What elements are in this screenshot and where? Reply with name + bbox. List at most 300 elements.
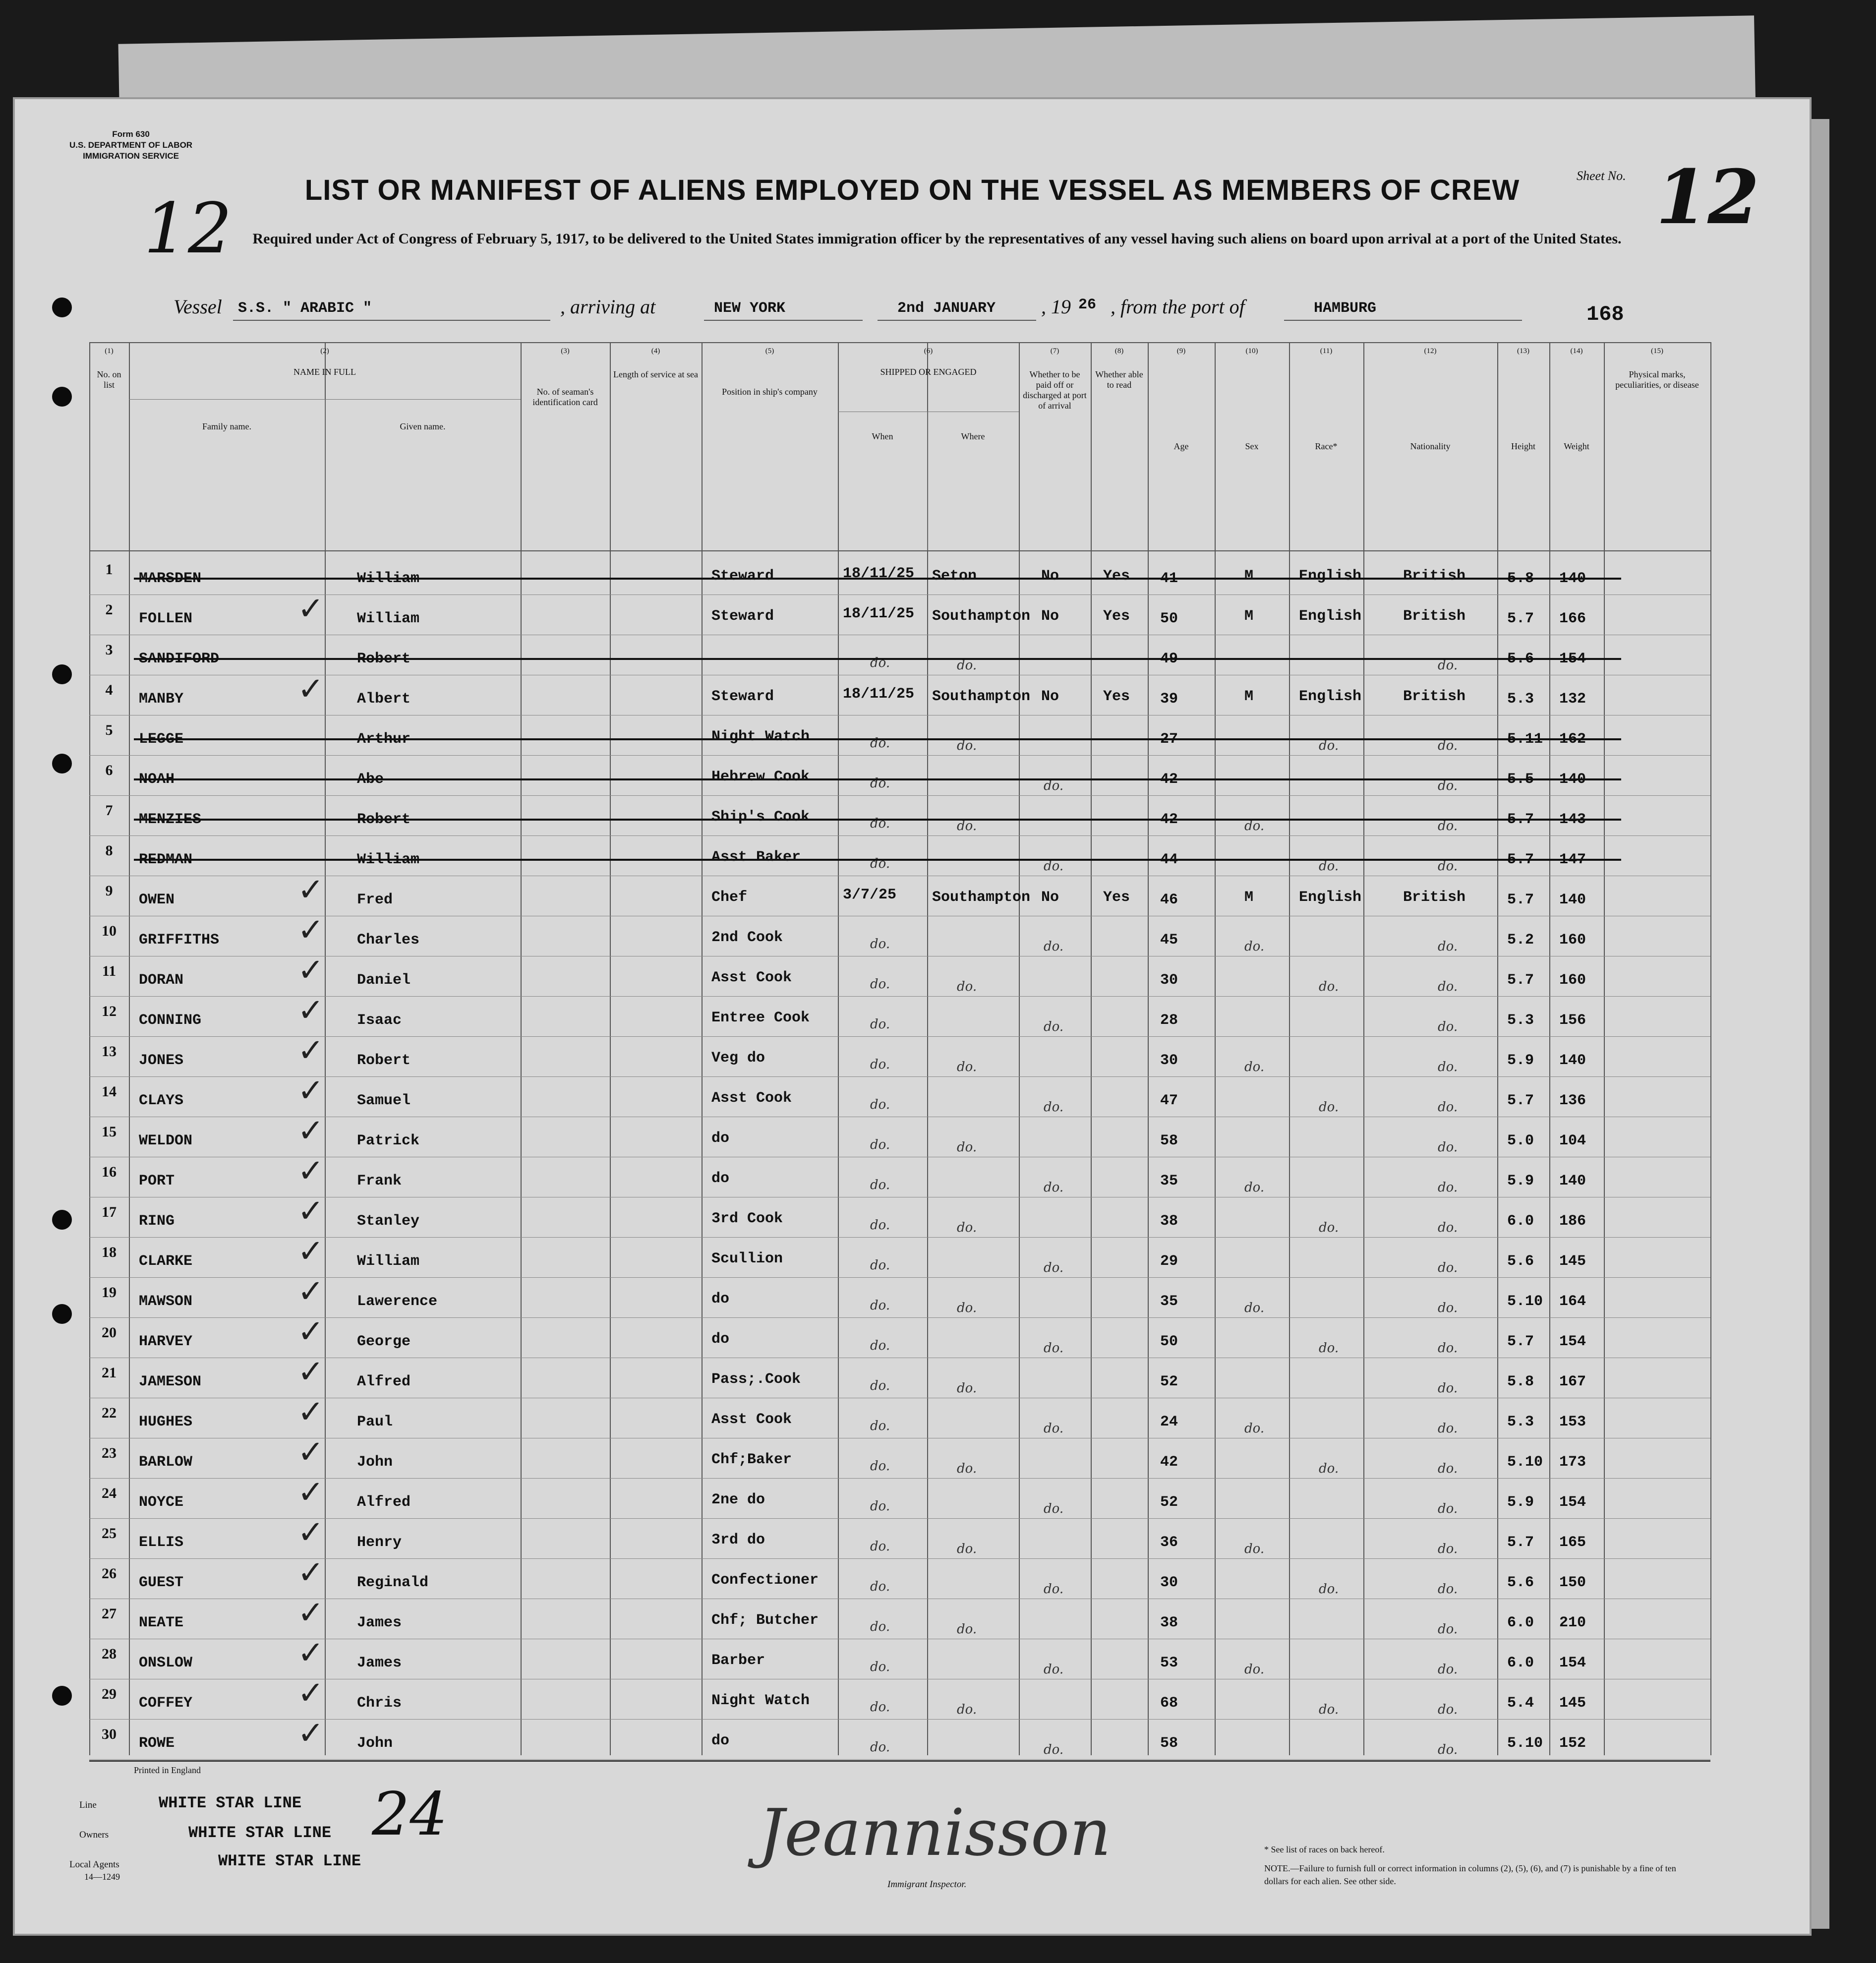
- table-row-line: [89, 996, 1710, 997]
- ditto-mark: do.: [1438, 1381, 1458, 1396]
- check-mark: ✓: [297, 591, 324, 627]
- ditto-mark: do.: [870, 776, 890, 791]
- height: 5.7: [1507, 1092, 1534, 1109]
- given-name: James: [357, 1614, 402, 1631]
- left-handwritten-mark: 12: [144, 188, 233, 269]
- height: 5.11: [1507, 731, 1543, 748]
- position: 3rd do: [711, 1532, 765, 1548]
- column-line: [1604, 342, 1605, 1755]
- ditto-mark: do.: [1438, 1100, 1458, 1115]
- family-name: RING: [139, 1213, 175, 1230]
- given-name: James: [357, 1655, 402, 1671]
- weight: 136: [1559, 1092, 1586, 1109]
- ditto-mark: do.: [870, 1459, 890, 1474]
- given-name: Henry: [357, 1534, 402, 1551]
- ditto-mark: do.: [1319, 979, 1339, 994]
- height: 5.7: [1507, 610, 1534, 627]
- weight: 104: [1559, 1132, 1586, 1149]
- punch-hole: [52, 1210, 72, 1230]
- service-name: IMMIGRATION SERVICE: [83, 151, 179, 161]
- strike-line: [134, 819, 1621, 821]
- ditto-mark: do.: [870, 937, 890, 952]
- owners-label: Owners: [79, 1830, 109, 1840]
- ditto-mark: do.: [870, 1097, 890, 1112]
- column-number: (10): [1245, 347, 1258, 355]
- column-line: [1215, 342, 1216, 1755]
- ditto-mark: do.: [957, 658, 977, 673]
- check-mark: ✓: [297, 952, 324, 989]
- row-number: 20: [102, 1324, 117, 1341]
- table-row-line: [89, 755, 1710, 756]
- ditto-mark: do.: [1438, 1301, 1458, 1315]
- nationality: British: [1403, 889, 1466, 906]
- column-number: (15): [1651, 347, 1663, 355]
- ditto-mark: do.: [870, 1660, 890, 1674]
- height: 5.8: [1507, 1373, 1534, 1390]
- weight: 154: [1559, 1655, 1586, 1671]
- height: 5.6: [1507, 1253, 1534, 1270]
- ditto-mark: do.: [1044, 939, 1064, 954]
- ditto-mark: do.: [1244, 1060, 1265, 1074]
- given-name: Abe: [357, 771, 384, 788]
- row-number: 2: [105, 601, 113, 618]
- weight: 147: [1559, 851, 1586, 868]
- check-mark: ✓: [297, 1635, 324, 1671]
- weight: 154: [1559, 1494, 1586, 1511]
- given-name: Daniel: [357, 972, 411, 989]
- row-number: 11: [102, 963, 117, 979]
- check-mark: ✓: [297, 912, 324, 949]
- age: 52: [1160, 1494, 1178, 1511]
- row-number: 10: [102, 923, 117, 939]
- row-number: 3: [105, 642, 113, 658]
- age: 35: [1160, 1173, 1178, 1190]
- table-row-line: [89, 835, 1710, 836]
- age: 39: [1160, 691, 1178, 708]
- height: 5.3: [1507, 691, 1534, 708]
- age: 44: [1160, 851, 1178, 868]
- arrival-year: 26: [1078, 297, 1097, 313]
- printed-in: Printed in England: [134, 1765, 201, 1775]
- where-header: Where: [961, 431, 985, 441]
- arrival-date: 2nd JANUARY: [897, 300, 996, 317]
- check-mark: ✓: [297, 1354, 324, 1390]
- position: Hebrew Cook: [711, 769, 810, 785]
- age: 36: [1160, 1534, 1178, 1551]
- position: Confectioner: [711, 1572, 819, 1589]
- column-header: Physical marks, peculiarities, or disease: [1615, 369, 1699, 390]
- check-mark: ✓: [297, 1715, 324, 1752]
- weight: 145: [1559, 1253, 1586, 1270]
- table-row-line: [89, 1076, 1710, 1077]
- ditto-mark: do.: [957, 1220, 977, 1235]
- ditto-mark: do.: [870, 1740, 890, 1755]
- department-name: U.S. DEPARTMENT OF LABOR: [69, 140, 193, 150]
- given-name: Alfred: [357, 1494, 411, 1511]
- column-header: Whether to be paid off or discharged at port of arrival: [1023, 369, 1087, 411]
- given-name: Robert: [357, 1052, 411, 1069]
- column-line: [1497, 342, 1498, 1755]
- check-mark: ✓: [297, 1514, 324, 1551]
- ditto-mark: do.: [1438, 1582, 1458, 1597]
- column-line: [927, 342, 928, 1755]
- weight: 210: [1559, 1614, 1586, 1631]
- line-label: Line: [79, 1800, 97, 1810]
- given-name: William: [357, 610, 420, 627]
- row-number: 28: [102, 1646, 117, 1662]
- check-mark: ✓: [297, 1313, 324, 1350]
- weight: 150: [1559, 1574, 1586, 1591]
- sex: M: [1244, 889, 1254, 906]
- crew-table: [89, 342, 1710, 1755]
- nationality: British: [1403, 568, 1466, 585]
- check-mark: ✓: [297, 1474, 324, 1511]
- column-line: [1148, 342, 1149, 1755]
- height: 6.0: [1507, 1213, 1534, 1230]
- family-name: NOYCE: [139, 1494, 184, 1511]
- weight: 140: [1559, 771, 1586, 788]
- given-name: Charles: [357, 932, 420, 949]
- column-number: (3): [561, 347, 570, 355]
- row-number: 19: [102, 1284, 117, 1301]
- family-name: NOAH: [139, 771, 175, 788]
- shipped-when: 18/11/25: [843, 565, 915, 582]
- given-name: Chris: [357, 1695, 402, 1712]
- family-name: BARLOW: [139, 1454, 193, 1471]
- row-number: 22: [102, 1405, 117, 1421]
- column-line: [1019, 342, 1020, 1755]
- family-name: CLARKE: [139, 1253, 193, 1270]
- height: 5.4: [1507, 1695, 1534, 1712]
- table-row-line: [89, 1237, 1710, 1238]
- position: do: [711, 1331, 730, 1348]
- given-name: Isaac: [357, 1012, 402, 1029]
- paid-off: No: [1041, 688, 1059, 705]
- line-value: WHITE STAR LINE: [159, 1794, 302, 1812]
- ditto-mark: do.: [870, 1499, 890, 1514]
- row-number: 24: [102, 1485, 117, 1501]
- ditto-mark: do.: [1438, 778, 1458, 793]
- column-header: Sex: [1245, 441, 1259, 451]
- column-line: [1363, 342, 1364, 1755]
- position: 3rd Cook: [711, 1210, 783, 1227]
- check-mark: ✓: [297, 1233, 324, 1270]
- given-name: Robert: [357, 651, 411, 667]
- check-mark: ✓: [297, 1554, 324, 1591]
- punch-hole: [52, 1686, 72, 1706]
- ditto-mark: do.: [957, 1381, 977, 1396]
- position: Steward: [711, 608, 774, 625]
- ditto-mark: do.: [1044, 1100, 1064, 1115]
- given-name: Robert: [357, 811, 411, 828]
- weight: 162: [1559, 731, 1586, 748]
- height: 6.0: [1507, 1614, 1534, 1631]
- column-number: (8): [1114, 347, 1124, 355]
- family-name: COFFEY: [139, 1695, 193, 1712]
- table-row-line: [89, 1558, 1710, 1559]
- column-header: Position in ship's company: [722, 387, 818, 397]
- check-mark: ✓: [297, 1072, 324, 1109]
- ditto-mark: do.: [870, 1700, 890, 1715]
- age: 49: [1160, 651, 1178, 667]
- ditto-mark: do.: [1438, 1341, 1458, 1356]
- shipped-where: Southampton: [932, 688, 1031, 705]
- paid-off: No: [1041, 889, 1059, 906]
- weight: 173: [1559, 1454, 1586, 1471]
- ditto-mark: do.: [1438, 658, 1458, 673]
- weight: 167: [1559, 1373, 1586, 1390]
- shipped-where: Southampton: [932, 889, 1031, 906]
- ditto-mark: do.: [1319, 738, 1339, 753]
- family-name: FOLLEN: [139, 610, 193, 627]
- strike-line: [134, 778, 1621, 780]
- check-mark: ✓: [297, 1434, 324, 1471]
- ditto-mark: do.: [870, 816, 890, 831]
- ditto-mark: do.: [1244, 939, 1265, 954]
- column-number: (14): [1570, 347, 1583, 355]
- ditto-mark: do.: [1044, 1019, 1064, 1034]
- age: 38: [1160, 1213, 1178, 1230]
- height: 5.7: [1507, 811, 1534, 828]
- check-mark: ✓: [297, 872, 324, 908]
- family-name: HUGHES: [139, 1414, 193, 1430]
- ditto-mark: do.: [1244, 819, 1265, 833]
- ditto-mark: do.: [1438, 1662, 1458, 1677]
- check-mark: ✓: [297, 1032, 324, 1069]
- arrival-port: NEW YORK: [714, 300, 786, 317]
- age: 50: [1160, 1333, 1178, 1350]
- family-name: GUEST: [139, 1574, 184, 1591]
- sheet-number-value: 12: [1656, 154, 1759, 241]
- height: 5.7: [1507, 1333, 1534, 1350]
- agents-value: WHITE STAR LINE: [218, 1852, 361, 1870]
- position: Night Watch: [711, 728, 810, 745]
- shipped-where: Seton: [932, 568, 977, 585]
- table-row-line: [89, 1317, 1710, 1318]
- row-number: 26: [102, 1565, 117, 1582]
- weight: 153: [1559, 1414, 1586, 1430]
- column-number: (6): [924, 347, 933, 355]
- ditto-mark: do.: [957, 738, 977, 753]
- race: English: [1299, 568, 1362, 585]
- height: 5.0: [1507, 1132, 1534, 1149]
- position: Veg do: [711, 1050, 765, 1067]
- ditto-mark: do.: [1244, 1542, 1265, 1556]
- column-header: Nationality: [1410, 441, 1451, 451]
- ditto-mark: do.: [1438, 1140, 1458, 1155]
- ditto-mark: do.: [957, 1461, 977, 1476]
- ditto-mark: do.: [870, 1298, 890, 1313]
- row-number: 27: [102, 1606, 117, 1622]
- ditto-mark: do.: [1319, 1100, 1339, 1115]
- row-number: 6: [105, 762, 113, 778]
- given-name-header: Given name.: [400, 421, 446, 431]
- row-number: 14: [102, 1083, 117, 1100]
- ditto-mark: do.: [870, 655, 890, 670]
- year-prefix: , 19: [1041, 296, 1071, 318]
- check-mark: ✓: [297, 1153, 324, 1190]
- ditto-mark: do.: [1319, 859, 1339, 874]
- family-name: DORAN: [139, 972, 184, 989]
- position: Asst Cook: [711, 969, 792, 986]
- when-header: When: [872, 431, 893, 441]
- ditto-mark: do.: [1438, 1542, 1458, 1556]
- position: 2ne do: [711, 1491, 765, 1508]
- row-number: 29: [102, 1686, 117, 1702]
- ditto-mark: do.: [870, 736, 890, 751]
- ditto-mark: do.: [1438, 738, 1458, 753]
- age: 53: [1160, 1655, 1178, 1671]
- weight: 156: [1559, 1012, 1586, 1029]
- family-name: JAMESON: [139, 1373, 202, 1390]
- position: do: [711, 1170, 730, 1187]
- family-name: ONSLOW: [139, 1655, 193, 1671]
- able-to-read: Yes: [1103, 568, 1130, 585]
- ditto-mark: do.: [1438, 939, 1458, 954]
- ditto-mark: do.: [870, 1579, 890, 1594]
- age: 47: [1160, 1092, 1178, 1109]
- age: 42: [1160, 771, 1178, 788]
- column-line: [838, 342, 839, 1755]
- given-name: Stanley: [357, 1213, 420, 1230]
- ditto-mark: do.: [1319, 1702, 1339, 1717]
- height: 5.8: [1507, 570, 1534, 587]
- family-name: SANDIFORD: [139, 651, 220, 667]
- ditto-mark: do.: [1438, 819, 1458, 833]
- age: 38: [1160, 1614, 1178, 1631]
- shipped-when: 3/7/25: [843, 887, 897, 903]
- ditto-mark: do.: [1438, 1501, 1458, 1516]
- row-number: 12: [102, 1003, 117, 1019]
- ditto-mark: do.: [1438, 1622, 1458, 1637]
- column-line: [521, 342, 522, 1755]
- shipped-when: 18/11/25: [843, 605, 915, 622]
- punch-hole: [52, 387, 72, 407]
- manifest-sheet: [15, 99, 1810, 1934]
- strike-line: [134, 658, 1621, 660]
- form-code: 14—1249: [84, 1872, 120, 1882]
- agents-label: Local Agents: [69, 1859, 119, 1870]
- row-number: 4: [105, 682, 113, 698]
- punch-hole: [52, 664, 72, 684]
- family-name: NEATE: [139, 1614, 184, 1631]
- given-name: William: [357, 1253, 420, 1270]
- inspector-signature: Jeannisson: [759, 1795, 1112, 1870]
- check-mark: ✓: [297, 1273, 324, 1310]
- given-name: Frank: [357, 1173, 402, 1190]
- ditto-mark: do.: [1044, 1742, 1064, 1757]
- given-name: Patrick: [357, 1132, 420, 1149]
- paid-off: No: [1041, 568, 1059, 585]
- able-to-read: Yes: [1103, 889, 1130, 906]
- ditto-mark: do.: [870, 1258, 890, 1273]
- family-name: MAWSON: [139, 1293, 193, 1310]
- column-number: (13): [1517, 347, 1529, 355]
- height: 5.5: [1507, 771, 1534, 788]
- given-name: Albert: [357, 691, 411, 708]
- strike-line: [134, 578, 1621, 580]
- row-number: 5: [105, 722, 113, 738]
- position: Asst Baker: [711, 849, 801, 866]
- column-number: (9): [1176, 347, 1186, 355]
- age: 42: [1160, 811, 1178, 828]
- header-bottom-line: [89, 550, 1710, 551]
- age: 30: [1160, 1052, 1178, 1069]
- check-mark: ✓: [297, 1595, 324, 1631]
- given-name: Arthur: [357, 731, 411, 748]
- ditto-mark: do.: [957, 1542, 977, 1556]
- column-number: (11): [1320, 347, 1333, 355]
- age: 35: [1160, 1293, 1178, 1310]
- position: Chef: [711, 889, 748, 906]
- ditto-mark: do.: [1044, 1421, 1064, 1436]
- ditto-mark: do.: [1319, 1341, 1339, 1356]
- ditto-mark: do.: [870, 1619, 890, 1634]
- ditto-mark: do.: [1438, 1260, 1458, 1275]
- height: 5.7: [1507, 851, 1534, 868]
- weight: 140: [1559, 1173, 1586, 1190]
- weight: 145: [1559, 1695, 1586, 1712]
- ditto-mark: do.: [1438, 1220, 1458, 1235]
- nationality: British: [1403, 688, 1466, 705]
- ditto-mark: do.: [957, 1622, 977, 1637]
- position: Chf; Butcher: [711, 1612, 819, 1629]
- column-header: Whether able to read: [1095, 369, 1143, 390]
- family-name: JONES: [139, 1052, 184, 1069]
- check-mark: ✓: [297, 1675, 324, 1712]
- ditto-mark: do.: [870, 1539, 890, 1554]
- height: 5.10: [1507, 1293, 1543, 1310]
- height: 5.9: [1507, 1173, 1534, 1190]
- ditto-mark: do.: [1044, 1501, 1064, 1516]
- column-header: Height: [1511, 441, 1535, 451]
- column-line: [1289, 342, 1290, 1755]
- check-mark: ✓: [297, 992, 324, 1029]
- age: 68: [1160, 1695, 1178, 1712]
- ditto-mark: do.: [870, 856, 890, 871]
- ditto-mark: do.: [957, 979, 977, 994]
- ditto-mark: do.: [1244, 1180, 1265, 1195]
- table-row-line: [89, 1277, 1710, 1278]
- height: 5.2: [1507, 932, 1534, 949]
- height: 5.7: [1507, 892, 1534, 908]
- able-to-read: Yes: [1103, 608, 1130, 625]
- weight: 154: [1559, 1333, 1586, 1350]
- given-name: Reginald: [357, 1574, 429, 1591]
- races-note: * See list of races on back hereof.: [1264, 1844, 1385, 1854]
- position: 2nd Cook: [711, 929, 783, 946]
- position: do: [711, 1732, 730, 1749]
- height: 6.0: [1507, 1655, 1534, 1671]
- position: Entree Cook: [711, 1010, 810, 1026]
- weight: 152: [1559, 1735, 1586, 1752]
- family-name: GRIFFITHS: [139, 932, 220, 949]
- page-subtitle: Required under Act of Congress of February 5, 1917, to be delivered to the United States immigration officer by the representatives of any vessel having such aliens on board upon arrival at a port of the United States.: [252, 231, 1622, 247]
- row-number: 16: [102, 1164, 117, 1180]
- weight: 140: [1559, 570, 1586, 587]
- table-row-line: [89, 795, 1710, 796]
- check-mark: ✓: [297, 1394, 324, 1430]
- table-row-line: [89, 1759, 1710, 1760]
- age: 50: [1160, 610, 1178, 627]
- ditto-mark: do.: [870, 1057, 890, 1072]
- given-name: William: [357, 851, 420, 868]
- position: Chf;Baker: [711, 1451, 792, 1468]
- position: Barber: [711, 1652, 765, 1669]
- position: Steward: [711, 568, 774, 585]
- age: 29: [1160, 1253, 1178, 1270]
- family-name: WELDON: [139, 1132, 193, 1149]
